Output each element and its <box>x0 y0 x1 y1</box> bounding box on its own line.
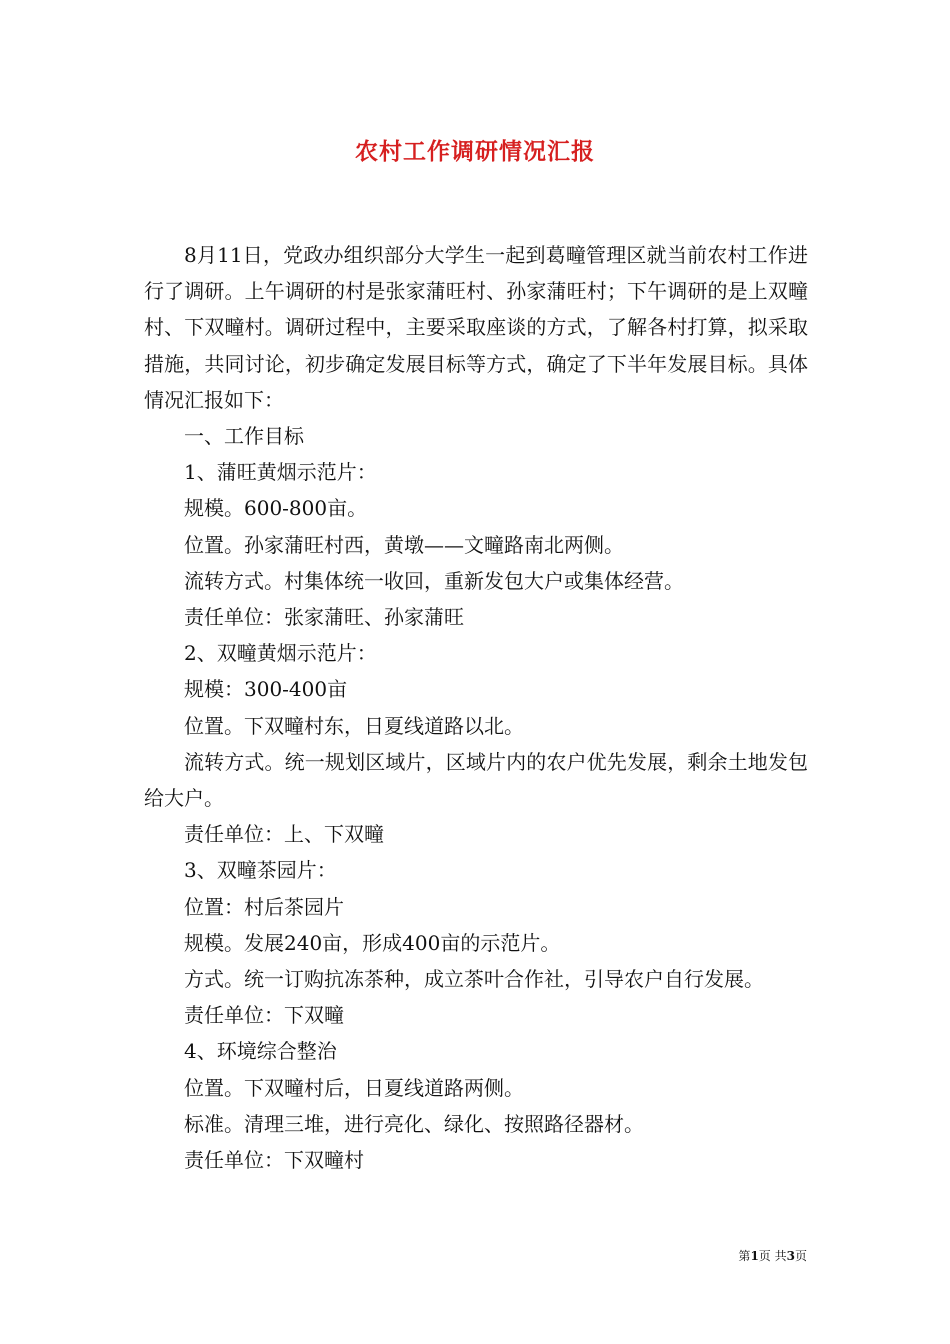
footer-prefix: 第 <box>738 1249 751 1263</box>
footer-total-pages: 3 <box>786 1249 795 1263</box>
paragraph: 责任单位：张家蒲旺、孙家蒲旺 <box>184 605 464 630</box>
paragraph: 3、双疃茶园片： <box>184 858 337 883</box>
paragraph: 责任单位：上、下双疃 <box>184 822 384 847</box>
paragraph: 1、蒲旺黄烟示范片： <box>184 460 377 485</box>
page-footer <box>738 1247 807 1264</box>
paragraph: 责任单位：下双疃 <box>184 1003 344 1028</box>
document-title: 农村工作调研情况汇报 <box>355 138 595 165</box>
paragraph: 4、环境综合整治 <box>184 1039 337 1064</box>
paragraph: 规模。600-800亩。 <box>184 496 368 521</box>
paragraph: 2、双疃黄烟示范片： <box>184 641 377 666</box>
paragraph: 流转方式。村集体统一收回，重新发包大户或集体经营。 <box>184 568 684 593</box>
paragraph: 规模：300-400亩 <box>184 677 348 702</box>
paragraph: 位置。孙家蒲旺村西，黄墩——文疃路南北两侧。 <box>184 532 624 557</box>
paragraph: 8月11日，党政办组织部分大学生一起到葛疃管理区就当前农村工作进行了调研。上午调研的村是张家蒲旺村、孙家蒲旺村；下午调研的是上双疃村、下双疃村。调研过程中，主要采取座谈的方式，了解各村打算，拟采取措施，共同讨论，初步确定发展目标等方式，确定了下半年发展目标。具体情况汇报如下： <box>144 243 808 412</box>
paragraph: 流转方式。统一规划区域片，区域片内的农户优先发展，剩余土地发包给大户。 <box>144 749 808 811</box>
paragraph: 标准。清理三堆，进行亮化、绿化、按照路径器材。 <box>184 1111 644 1136</box>
paragraph: 位置。下双疃村后，日夏线道路两侧。 <box>184 1075 524 1100</box>
paragraph: 方式。统一订购抗冻茶种，成立茶叶合作社，引导农户自行发展。 <box>184 967 764 992</box>
paragraph: 责任单位：下双疃村 <box>184 1148 364 1173</box>
paragraph: 规模。发展240亩，形成400亩的示范片。 <box>184 930 561 955</box>
paragraph: 位置。下双疃村东，日夏线道路以北。 <box>184 713 524 738</box>
footer-page-number: 1 <box>750 1249 759 1263</box>
document-body <box>144 237 808 1178</box>
footer-middle: 页 共 <box>758 1249 787 1263</box>
paragraph: 一、工作目标 <box>184 424 304 449</box>
footer-suffix: 页 <box>794 1249 807 1263</box>
paragraph: 位置：村后茶园片 <box>184 894 344 919</box>
